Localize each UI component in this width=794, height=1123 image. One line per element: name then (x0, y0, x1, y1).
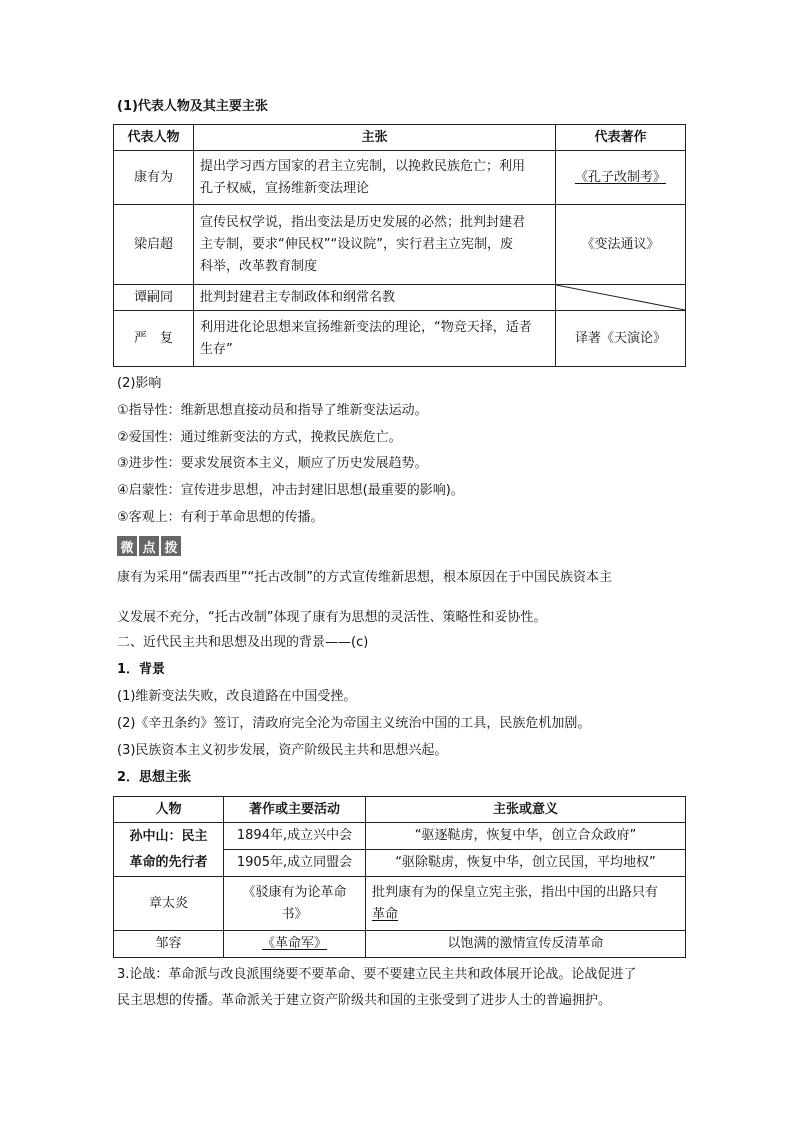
person-cell: 谭嗣同 (114, 285, 194, 311)
claim-cell (194, 311, 556, 367)
claim-line: 孔子权威，宣扬维新变法理论 (200, 180, 370, 196)
empty-diagonal-cell (556, 285, 686, 311)
underlined-term: 革命 (372, 906, 399, 922)
person-cell: 邹容 (114, 931, 224, 958)
person-cell (114, 823, 224, 877)
tip-tag-char: 点 (139, 536, 159, 556)
activity-cell (224, 877, 366, 931)
background-heading: 1．背景 (117, 662, 166, 677)
claim-line: 利用进化论思想来宣扬维新变法的理论，“物竞天择，适者 (200, 319, 532, 335)
person-cell: 康有为 (114, 151, 194, 205)
table-row (114, 877, 686, 931)
background-item: (1)维新变法失败，改良道路在中国受挫。 (117, 689, 357, 704)
work-title: 《革命军》 (261, 936, 327, 951)
tip-line: 义发展不充分，“托古改制”体现了康有为思想的灵活性、策略性和妥协性。 (117, 610, 547, 625)
table-row (114, 151, 686, 205)
meaning-line: 批判康有为的保皇立宪主张，指出中国的出路只有 (372, 884, 659, 900)
influence-item: ④启蒙性：宣传进步思想，冲击封建旧思想(最重要的影响)。 (117, 483, 464, 498)
person-line: 革命的先行者 (129, 854, 208, 870)
influence-item: ⑤客观上：有利于革命思想的传播。 (117, 510, 324, 525)
table-row (114, 931, 686, 958)
work-title: 《孔子改制考》 (574, 169, 666, 185)
header-activity: 著作或主要活动 (224, 797, 366, 823)
person-line: 孙中山：民主 (129, 828, 208, 844)
person-cell: 章太炎 (114, 877, 224, 931)
influence-item: ①指导性：维新思想直接动员和指导了维新变法运动。 (117, 403, 428, 418)
work-cell (556, 151, 686, 205)
background-item: (2)《辛丑条约》签订，清政府完全沦为帝国主义统治中国的工具，民族危机加剧。 (117, 716, 591, 731)
work-cell: 译著《天演论》 (556, 311, 686, 367)
reformers-table (113, 124, 686, 367)
tip-paragraph (117, 558, 677, 638)
tip-tag-char: 微 (117, 536, 137, 556)
tip-tag-char: 拨 (161, 536, 181, 556)
header-work: 代表著作 (556, 125, 686, 151)
section-heading-figures: (1)代表人物及其主要主张 (117, 99, 268, 114)
person-cell: 梁启超 (114, 205, 194, 285)
debate-line: 3.论战：革命派与改良派围绕要不要革命、要不要建立民主共和政体展开论战。论战促进了 (117, 967, 637, 982)
activity-cell: 1905年,成立同盟会 (224, 850, 366, 877)
tip-tag (117, 536, 181, 556)
claim-line: 科举，改革教育制度 (200, 258, 318, 274)
part2-title: 二、近代民主共和思想及出现的背景——(c) (117, 635, 369, 650)
work-cell: 《变法通议》 (556, 205, 686, 285)
meaning-cell (366, 877, 686, 931)
meaning-cell: 以饱满的激情宣传反清革命 (366, 931, 686, 958)
header-person: 人物 (114, 797, 224, 823)
header-claim: 主张 (194, 125, 556, 151)
table-row (114, 285, 686, 311)
claim-line: 提出学习西方国家的君主立宪制，以挽救民族危亡；利用 (200, 158, 526, 174)
activity-cell (224, 931, 366, 958)
influence-item: ③进步性：要求发展资本主义，顺应了历史发展趋势。 (117, 456, 428, 471)
diagonal-line (556, 285, 685, 310)
meaning-cell: “驱逐鞑虏，恢复中华，创立合众政府” (366, 823, 686, 850)
activity-cell: 1894年,成立兴中会 (224, 823, 366, 850)
revolutionaries-table (113, 796, 686, 958)
header-person: 代表人物 (114, 125, 194, 151)
table-row (114, 205, 686, 285)
background-item: (3)民族资本主义初步发展，资产阶级民主共和思想兴起。 (117, 743, 448, 758)
person-cell: 严 复 (114, 311, 194, 367)
section-heading-influence: (2)影响 (117, 376, 162, 391)
header-meaning: 主张或意义 (366, 797, 686, 823)
work-line: 《驳康有为论革命 (242, 884, 347, 900)
tip-line: 康有为采用“儒表西里”“托古改制”的方式宣传维新思想，根本原因在于中国民族资本主 (117, 570, 612, 585)
claim-cell: 批判封建君主专制政体和纲常名教 (194, 285, 556, 311)
influence-item: ②爱国性：通过维新变法的方式，挽救民族危亡。 (117, 430, 402, 445)
claim-line: 主专制，要求“伸民权”“设议院”，实行君主立宪制，废 (200, 236, 513, 252)
claim-line: 生存” (200, 341, 233, 357)
table-row (114, 311, 686, 367)
work-line: 书》 (281, 906, 308, 922)
claim-cell (194, 205, 556, 285)
claim-line: 宣传民权学说，指出变法是历史发展的必然；批判封建君 (200, 214, 526, 230)
meaning-cell: “驱除鞑虏，恢复中华，创立民国，平均地权” (366, 850, 686, 877)
debate-line: 民主思想的传播。革命派关于建立资产阶级共和国的主张受到了进步人士的普遍拥护。 (117, 993, 612, 1008)
meaning-line (372, 904, 679, 926)
table-row (114, 823, 686, 850)
ideas-heading: 2．思想主张 (117, 770, 192, 785)
claim-cell (194, 151, 556, 205)
